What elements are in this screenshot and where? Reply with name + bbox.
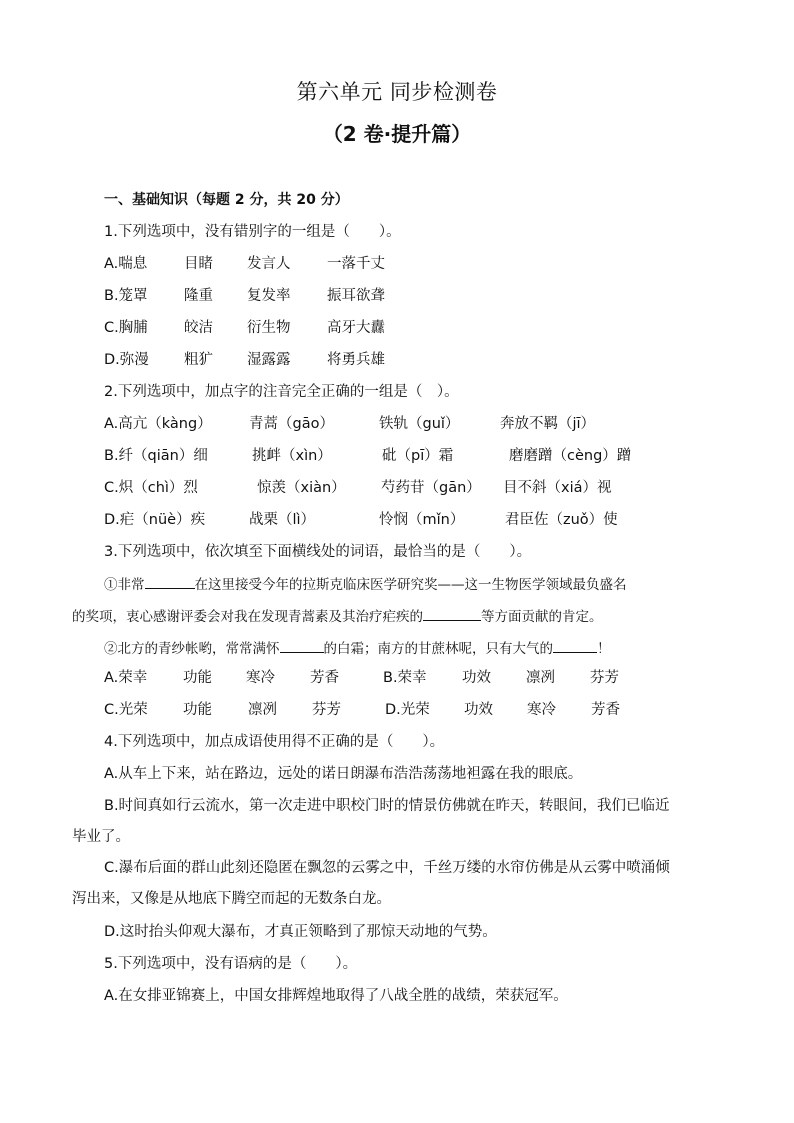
option-text: 高牙大纛 <box>327 320 385 336</box>
page-title: 第六单元 同步检测卷 <box>296 80 498 104</box>
option-c: C.瀑布后面的群山此刻还隐匿在飘忽的云雾之中，千丝万缕的水帘仿佛是从云雾中喷涌倾 <box>104 860 670 876</box>
option-d: D.这时抬头仰观大瀑布，才真正领略到了那惊天动地的气势。 <box>104 924 497 940</box>
option-a: A.在女排亚锦赛上，中国女排辉煌地取得了八战全胜的战绩，荣获冠军。 <box>104 988 568 1004</box>
option-text: B.纤（qiān）细 <box>104 448 208 464</box>
option-text: 复发率 <box>247 288 291 304</box>
option-text: C.胸脯 <box>104 320 148 336</box>
option-text: D.弥漫 <box>104 352 149 368</box>
option-text: A.喘息 <box>104 256 148 272</box>
option-text: 芍药苷（gān） <box>381 480 481 496</box>
option-text: B.荣幸 <box>383 670 427 686</box>
option-text: 寒冷 <box>527 702 556 718</box>
passage-sentence-1 <box>104 574 627 595</box>
passage-text: 在这里接受今年的拉斯克临床医学研究奖——这一生物医学领域最负盛名 <box>194 577 627 593</box>
question-2-stem: 2.下列选项中，加点字的注音完全正确的一组是（ ）。 <box>104 384 459 400</box>
option-text: 隆重 <box>184 288 213 304</box>
option-text: 战栗（lì） <box>249 512 316 528</box>
option-text: 惊羡（xiàn） <box>257 480 346 496</box>
option-text: 挑衅（xìn） <box>252 448 332 464</box>
option-text: 芳香 <box>310 670 339 686</box>
option-text: 寒冷 <box>246 670 275 686</box>
option-b-cont: 毕业了。 <box>72 829 130 845</box>
passage-sentence-1-cont <box>72 606 603 627</box>
question-5-stem: 5.下列选项中，没有语病的是（ ）。 <box>104 956 358 972</box>
option-text: B.笼罩 <box>104 288 148 304</box>
fill-blank <box>423 606 481 621</box>
passage-sentence-2 <box>104 638 611 659</box>
option-text: 粗犷 <box>184 352 213 368</box>
option-text: 功效 <box>464 702 493 718</box>
option-text: D.疟（nüè）疾 <box>104 512 206 528</box>
passage-text: 的白霜；南方的甘蔗林呢，只有大气的 <box>323 641 553 657</box>
passage-text: 的奖项，衷心感谢评委会对我在发现青蒿素及其治疗疟疾的 <box>72 609 423 625</box>
option-text: 功能 <box>183 670 212 686</box>
option-text: 凛冽 <box>526 670 555 686</box>
option-text: 芬芳 <box>312 702 341 718</box>
section-heading: 一、基础知识（每题 2 分，共 20 分） <box>104 192 349 208</box>
passage-text: ②北方的青纱帐哟，常常满怀 <box>104 641 280 657</box>
option-text: A.荣幸 <box>104 670 148 686</box>
option-text: 皎洁 <box>184 320 213 336</box>
option-b: B.时间真如行云流水，第一次走进中职校门时的情景仿佛就在昨天，转眼间，我们已临近 <box>104 798 670 814</box>
option-text: 奔放不羁（jī） <box>500 416 596 432</box>
option-text: 功能 <box>183 702 212 718</box>
option-a: A.从车上下来，站在路边，远处的诺日朗瀑布浩浩荡荡地袒露在我的眼底。 <box>104 766 583 782</box>
fill-blank <box>280 638 324 653</box>
option-text: 湿露露 <box>247 352 291 368</box>
page-subtitle: （2 卷·提升篇） <box>322 122 472 146</box>
option-c-cont: 泻出来，又像是从地底下腾空而起的无数条白龙。 <box>72 891 391 907</box>
option-text: A.高亢（kàng） <box>104 416 212 432</box>
option-text: 一落千丈 <box>327 256 385 272</box>
option-text: 君臣佐（zuǒ）使 <box>505 512 618 528</box>
option-text: 砒（pī）霜 <box>382 448 454 464</box>
option-text: 将勇兵雄 <box>327 352 385 368</box>
question-4-stem: 4.下列选项中，加点成语使用得不正确的是（ ）。 <box>104 734 445 750</box>
passage-text: ①非常 <box>104 577 145 593</box>
fill-blank <box>553 638 597 653</box>
option-text: 振耳欲聋 <box>327 288 385 304</box>
option-text: 芳香 <box>591 702 620 718</box>
option-text: C.光荣 <box>104 702 148 718</box>
option-text: C.炽（chì）烈 <box>104 480 198 496</box>
question-3-stem: 3.下列选项中，依次填至下面横线处的词语，最恰当的是（ ）。 <box>104 544 532 560</box>
passage-text: ！ <box>597 641 611 657</box>
option-text: 怜悯（mǐn） <box>379 512 465 528</box>
option-text: D.光荣 <box>385 702 430 718</box>
option-text: 发言人 <box>247 256 291 272</box>
option-text: 铁轨（guǐ） <box>379 416 460 432</box>
option-text: 衍生物 <box>247 320 291 336</box>
option-text: 凛冽 <box>248 702 277 718</box>
fill-blank <box>145 574 195 589</box>
question-1-stem: 1.下列选项中，没有错别字的一组是（ ）。 <box>104 224 401 240</box>
option-text: 芬芳 <box>590 670 619 686</box>
option-text: 功效 <box>462 670 491 686</box>
option-text: 磨磨蹭（cèng）蹭 <box>509 448 632 464</box>
passage-text: 等方面贡献的肯定。 <box>481 609 603 625</box>
option-text: 目睹 <box>184 256 213 272</box>
option-text: 目不斜（xiá）视 <box>503 480 612 496</box>
option-text: 青蒿（gāo） <box>249 416 334 432</box>
